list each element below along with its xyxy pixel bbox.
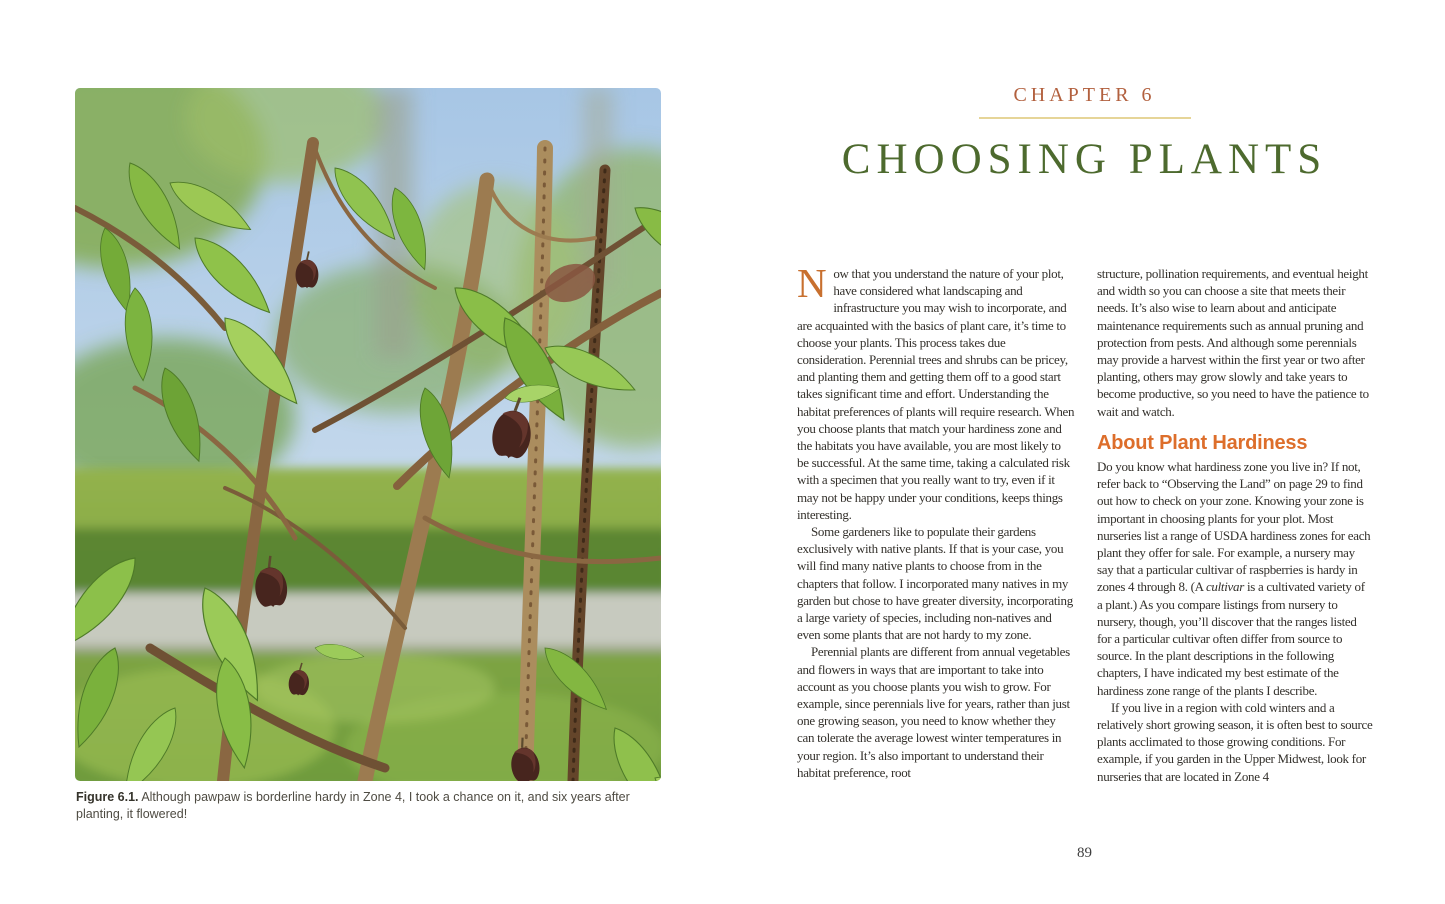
chapter-rule-divider: [979, 117, 1191, 119]
page-number: 89: [1077, 845, 1092, 861]
section-heading-plant-hardiness: About Plant Hardiness: [1097, 431, 1308, 454]
chapter-title: CHOOSING PLANTS: [841, 136, 1328, 183]
cultivar-italic: cultivar: [1205, 579, 1244, 595]
chapter-label: CHAPTER 6: [1013, 84, 1156, 106]
figure-caption: [76, 789, 642, 823]
pawpaw-photo-illustration: [75, 88, 661, 781]
paragraph-intro: [797, 260, 1075, 523]
hardiness-text-2: is a cultivated variety of a plant.) As you compare listings from nursery to nursery, though, you’ll discover that the ranges listed for a particular cultivar often differ from source to source. In the plant descriptions in the following chapters, I have indicated my best estimate of the hardiness zone range of the plants I describe.: [1097, 579, 1365, 698]
paragraph-hardiness-zones: [1097, 458, 1373, 699]
hardiness-text-1: Do you know what hardiness zone you live in? If not, refer back to “Observing the Land” on page 29 to find out how to check on your zone. Knowing your zone is important in choosing plants for your plot. Most nurseries list a range of USDA hardiness zones for each plant they offer for sale. For example, a nursery may say that a particular cultivar of raspberries is hardy in zones 4 through 8. (A: [1097, 459, 1371, 595]
paragraph-native-plants: Some gardeners like to populate their gardens exclusively with native plants. If that is your case, you will find many native plants to choose from in the chapters that follow. I incorporated many natives in my garden but chose to have greater diversity, incorporating a large variety of species, including non-natives and even some plants that are not hardy to my zone.: [797, 524, 1073, 643]
chapter-header: [797, 84, 1372, 184]
figure-caption-label: Figure 6.1.: [76, 790, 139, 804]
drop-cap: N: [797, 260, 827, 306]
text-column-left: [797, 260, 1075, 781]
text-column-right: [1097, 265, 1373, 785]
paragraph-perennials-continued: structure, pollination requirements, and eventual height and width so you can choose a site that meets their needs. It’s also wise to learn about and anticipate maintenance requirements such as annual pruning and protection from pests. And although some perennials may provide a harvest within the first year or two after planting, others may grow slowly and take years to become productive, so you need to have the patience to wait and watch.: [1097, 266, 1369, 419]
pawpaw-photo: [75, 88, 661, 781]
paragraph-intro-text: ow that you understand the nature of your plot, have considered what landscaping and infrastructure you may wish to incorporate, and are acquainted with the basics of plant care, it’s time to choose your plants. This process takes due consideration. Perennial trees and shrubs can be pricey, and planting them and getting them off to a good start takes significant time and effort. Understanding the habitat preferences of plants will require research. When you choose plants that match your hardiness zone and the habitats you have available, you are most likely to be successful. At the same time, taking a calculated risk with a specimen that you really want to try, even if it may not be happy under your conditions, keeps things interesting.: [797, 266, 1075, 522]
paragraph-cold-winters: If you live in a region with cold winters and a relatively short growing season, it is often best to source plants acclimated to those growing conditions. For example, if you garden in the Upper Midwest, look for nurseries that are located in Zone 4: [1097, 699, 1373, 784]
figure-caption-text: Although pawpaw is borderline hardy in Zone 4, I took a chance on it, and six years after planting, it flowered!: [76, 790, 630, 821]
paragraph-perennials: Perennial plants are different from annual vegetables and flowers in ways that are important to take into account as you choose plants you wish to grow. For example, since perennials live for years, rather than just one growing season, you need to know whether they can tolerate the average lowest winter temperatures in your region. It’s also important to understand their habitat preference, root: [797, 644, 1070, 780]
